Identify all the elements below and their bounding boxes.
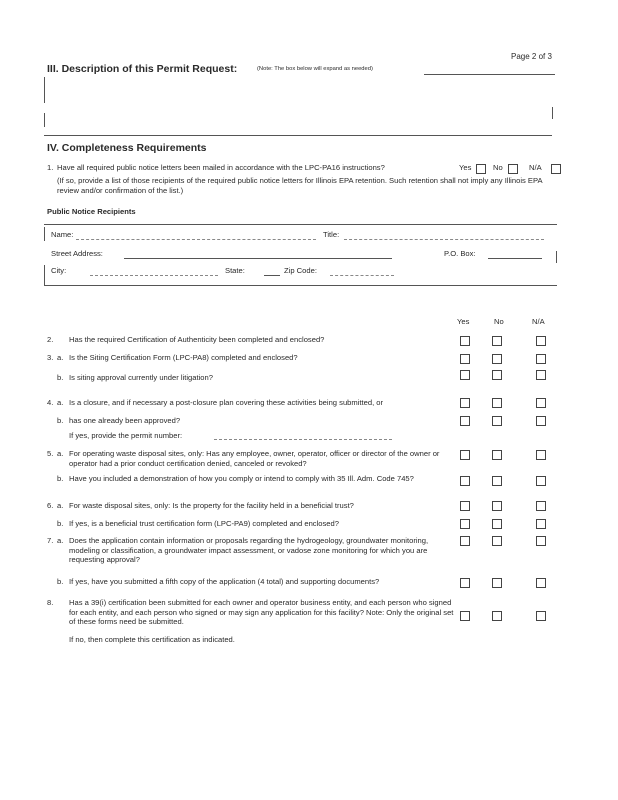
q4a-text: Is a closure, and if necessary a post-closure plan covering these activities being submitted, or [69, 398, 384, 407]
q4a-yes-checkbox[interactable] [460, 398, 470, 408]
city-field[interactable] [90, 275, 218, 276]
recipients-heading: Public Notice Recipients [47, 207, 136, 216]
q3a-yes-checkbox[interactable] [460, 354, 470, 364]
q3b-yes-checkbox[interactable] [460, 370, 470, 380]
permit-number-field[interactable] [214, 439, 392, 440]
q7a-no-checkbox[interactable] [492, 536, 502, 546]
q5a-na-checkbox[interactable] [536, 450, 546, 460]
q4b-text: has one already been approved? [69, 416, 181, 425]
q7a-na-checkbox[interactable] [536, 536, 546, 546]
name-field[interactable] [76, 239, 316, 240]
street-field[interactable] [124, 258, 392, 259]
q6b-yes-checkbox[interactable] [460, 519, 470, 529]
q8-text: Has a 39(i) certification been submitted for each owner and operator business entity, and each person who signed for each entity, and each person who signed or may sign any application for this facility? Note: Only the original set of these forms need be submitted. [69, 598, 454, 627]
q3-number: 3. [47, 353, 54, 362]
q1-yes-label: Yes [459, 163, 472, 172]
q6a-yes-checkbox[interactable] [460, 501, 470, 511]
header-rule [424, 74, 555, 75]
q2-na-checkbox[interactable] [536, 336, 546, 346]
q4a-sub: a. [57, 398, 64, 407]
q4-number: 4. [47, 398, 54, 407]
street-label: Street Address: [51, 249, 103, 258]
pobox-field[interactable] [488, 258, 542, 259]
q1-na-label: N/A [529, 163, 542, 172]
q1-number: 1. [47, 163, 54, 172]
q6b-text: If yes, is a beneficial trust certification form (LPC-PA9) completed and enclosed? [69, 519, 339, 528]
q8-number: 8. [47, 598, 54, 607]
state-label: State: [225, 266, 245, 275]
q7b-na-checkbox[interactable] [536, 578, 546, 588]
q2-number: 2. [47, 335, 54, 344]
section-3-note: (Note: The box below will expand as needed) [257, 66, 373, 72]
q1-yes-checkbox[interactable] [476, 164, 486, 174]
pobox-label: P.O. Box: [444, 249, 476, 258]
q6a-sub: a. [57, 501, 64, 510]
q6b-no-checkbox[interactable] [492, 519, 502, 529]
section-3-title: III. Description of this Permit Request: [47, 63, 238, 75]
q5a-yes-checkbox[interactable] [460, 450, 470, 460]
q6b-na-checkbox[interactable] [536, 519, 546, 529]
q5-number: 5. [47, 449, 54, 458]
q5b-na-checkbox[interactable] [536, 476, 546, 486]
q4a-na-checkbox[interactable] [536, 398, 546, 408]
section-4-title: IV. Completeness Requirements [47, 142, 207, 154]
title-label: Title: [323, 230, 340, 239]
q2-text: Has the required Certification of Authenticity been completed and enclosed? [69, 335, 325, 344]
q3a-sub: a. [57, 353, 64, 362]
zip-field[interactable] [330, 275, 394, 276]
q3a-no-checkbox[interactable] [492, 354, 502, 364]
recipients-box [44, 224, 557, 286]
q1-no-checkbox[interactable] [508, 164, 518, 174]
name-label: Name: [51, 230, 74, 239]
q8-followup: If no, then complete this certification as indicated. [69, 635, 235, 644]
q7a-text: Does the application contain information or proposals regarding the hydrogeology, groundwater monitoring, modeling or classification, a groundwater impact assessment, or vadose zone monitoring for which you are requesting approval? [69, 536, 429, 565]
q1-na-checkbox[interactable] [551, 164, 561, 174]
q8-na-checkbox[interactable] [536, 611, 546, 621]
q1-text: Have all required public notice letters been mailed in accordance with the LPC-PA16 instructions? [57, 163, 385, 172]
q8-yes-checkbox[interactable] [460, 611, 470, 621]
q6a-no-checkbox[interactable] [492, 501, 502, 511]
col-no: No [494, 317, 504, 326]
q7a-sub: a. [57, 536, 64, 545]
q7-number: 7. [47, 536, 54, 545]
q5b-text: Have you included a demonstration of how you comply or intend to comply with 35 Ill. Adm. Code 745? [69, 474, 414, 483]
q5a-text: For operating waste disposal sites, only: Has any employee, owner, operator, officer or director of the owner or operator had a prior conduct certification denied, canceled or revoked? [69, 449, 440, 468]
q5b-sub: b. [57, 474, 64, 483]
q7a-yes-checkbox[interactable] [460, 536, 470, 546]
q4b-na-checkbox[interactable] [536, 416, 546, 426]
q6a-text: For waste disposal sites, only: Is the property for the facility held in a beneficial trust? [69, 501, 354, 510]
q6-number: 6. [47, 501, 54, 510]
q4b-yes-checkbox[interactable] [460, 416, 470, 426]
col-na: N/A [532, 317, 545, 326]
q5a-sub: a. [57, 449, 64, 458]
q3b-text: Is siting approval currently under litigation? [69, 373, 213, 382]
permit-number-label: If yes, provide the permit number: [69, 431, 183, 440]
q5b-no-checkbox[interactable] [492, 476, 502, 486]
q6a-na-checkbox[interactable] [536, 501, 546, 511]
q3b-no-checkbox[interactable] [492, 370, 502, 380]
page-number: Page 2 of 3 [511, 52, 552, 61]
q6b-sub: b. [57, 519, 64, 528]
q1-note: (If so, provide a list of those recipients of the required public notice letters for Illinois EPA retention. Such retention shall not imply any Illinois EPA review and/or confirmation of the list.) [57, 176, 543, 195]
q1-no-label: No [493, 163, 503, 172]
q4b-sub: b. [57, 416, 64, 425]
q7b-yes-checkbox[interactable] [460, 578, 470, 588]
city-label: City: [51, 266, 67, 275]
zip-label: Zip Code: [284, 266, 317, 275]
description-textarea[interactable] [44, 77, 552, 135]
q3b-na-checkbox[interactable] [536, 370, 546, 380]
q4a-no-checkbox[interactable] [492, 398, 502, 408]
q7b-no-checkbox[interactable] [492, 578, 502, 588]
q5a-no-checkbox[interactable] [492, 450, 502, 460]
q3b-sub: b. [57, 373, 64, 382]
q7b-sub: b. [57, 577, 64, 586]
q3a-na-checkbox[interactable] [536, 354, 546, 364]
q2-yes-checkbox[interactable] [460, 336, 470, 346]
state-field[interactable] [264, 275, 280, 276]
q4b-no-checkbox[interactable] [492, 416, 502, 426]
q2-no-checkbox[interactable] [492, 336, 502, 346]
col-yes: Yes [457, 317, 470, 326]
q8-no-checkbox[interactable] [492, 611, 502, 621]
q5b-yes-checkbox[interactable] [460, 476, 470, 486]
title-field[interactable] [344, 239, 544, 240]
q3a-text: Is the Siting Certification Form (LPC-PA8) completed and enclosed? [69, 353, 298, 362]
q7b-text: If yes, have you submitted a fifth copy of the application (4 total) and supporting documents? [69, 577, 380, 586]
